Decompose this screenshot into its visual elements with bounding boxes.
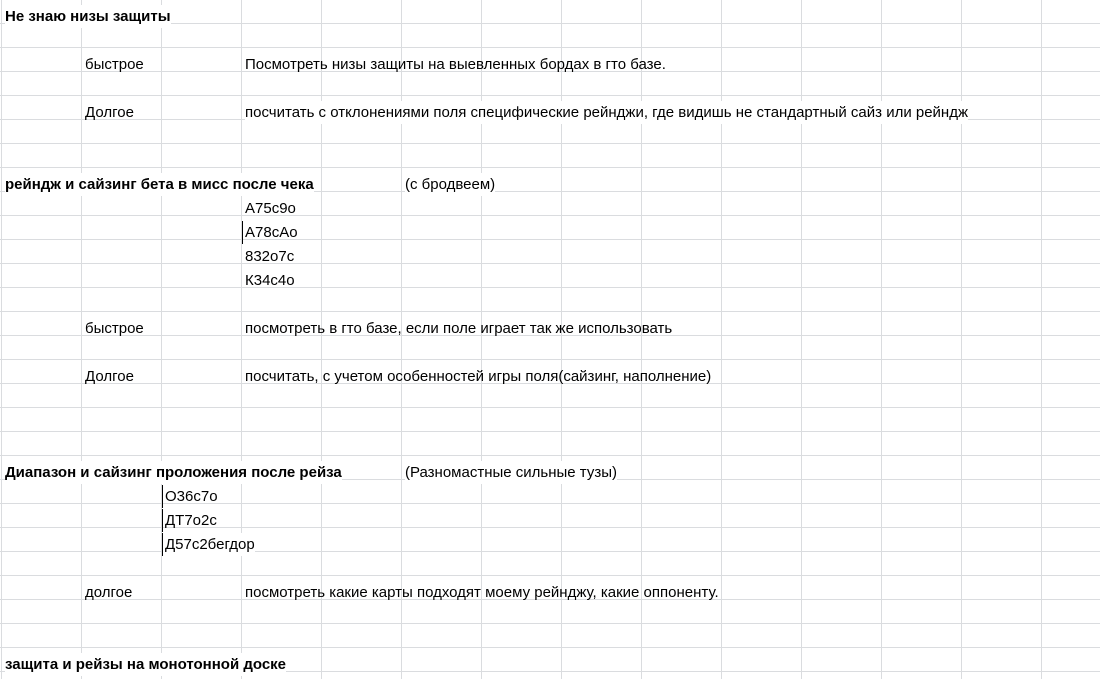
section-heading[interactable]: рейндж и сайзинг бета в мисс после чека (5, 173, 314, 196)
cell-board[interactable]: ДТ7о2с (162, 509, 217, 532)
section-heading[interactable]: Не знаю низы защиты (5, 5, 171, 28)
cell-slow-text[interactable]: посчитать с отклонениями поля специфические рейнджи, где видишь не стандартный сайз или рейндж (245, 101, 968, 124)
cell-slow-text[interactable]: посмотреть какие карты подходят моему рейнджу, какие оппоненту. (245, 584, 719, 601)
cell-slow-label[interactable]: долгое (85, 584, 133, 601)
cell-note[interactable]: (с бродвеем) (405, 173, 495, 196)
cell-note[interactable]: (Разномастные сильные тузы) (405, 461, 617, 484)
cell-board[interactable]: Д57с2бегдор (162, 533, 255, 556)
cell-fast-label[interactable]: быстрое (85, 320, 144, 337)
cell-board[interactable]: К34с4о (245, 272, 295, 289)
section-heading[interactable]: Диапазон и сайзинг проложения после рейза (5, 461, 342, 484)
cell-board[interactable]: 832о7с (245, 248, 295, 265)
cell-slow-text[interactable]: посчитать, с учетом особенностей игры поля(сайзинг, наполнение) (245, 368, 712, 385)
cell-slow-label[interactable]: Долгое (85, 368, 134, 385)
cell-fast-text[interactable]: Посмотреть низы защиты на выевленных бордах в гто базе. (245, 56, 666, 73)
cell-fast-text[interactable]: посмотреть в гто базе, если поле играет так же использовать (245, 320, 673, 337)
cell-slow-label[interactable]: Долгое (85, 104, 134, 121)
cell-board[interactable]: О36с7о (162, 485, 218, 508)
cell-fast-label[interactable]: быстрое (85, 56, 144, 73)
section-heading[interactable]: защита и рейзы на монотонной доске (5, 653, 286, 676)
cell-board[interactable]: А78сАо (242, 221, 298, 244)
cell-board[interactable]: А75с9о (245, 200, 296, 217)
